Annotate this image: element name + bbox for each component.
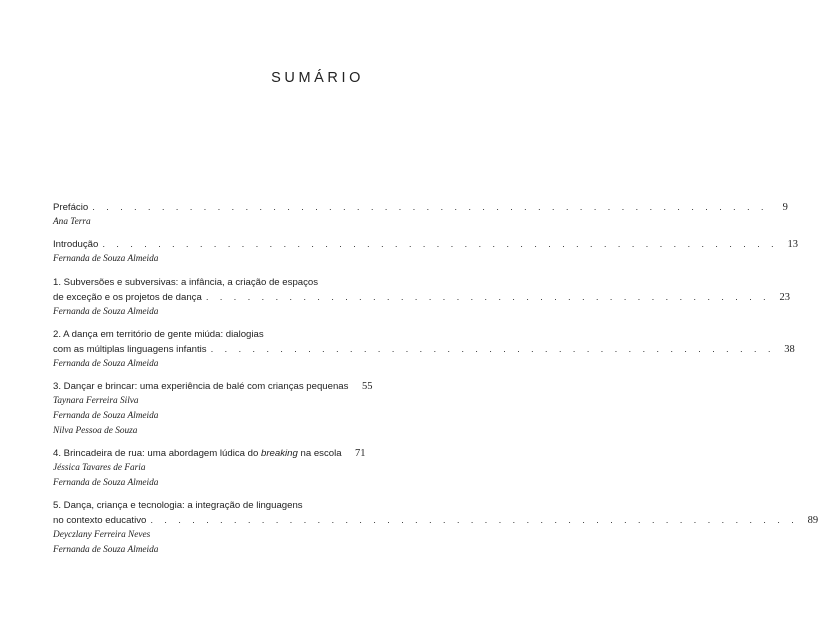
dot-leader: . . . . . . . . . . . . . . . . . . . . . . . . . . . . . . . . . . . . . . . . . . . . . . . . . — [102, 239, 778, 250]
dot-leader: . . . . . . . . . . . . . . . . . . . . . . . . . . . . . . . . . . . . . . . . . — [210, 344, 775, 355]
page-number: 9 — [782, 202, 788, 213]
toc-title: 2. A dança em território de gente miúda: dialogias — [53, 329, 264, 340]
page-number: 71 — [355, 448, 366, 459]
dot-leader: . . . . . . . . . . . . . . . . . . . . . . . . . . . . . . . . . . . . . . . . . . . . . . . — [150, 515, 799, 526]
toc-entry-chapter-5[interactable] — [53, 498, 818, 558]
toc-title-continued: no contexto educativo — [53, 515, 147, 526]
toc-title-line — [53, 237, 798, 252]
toc-entry-introduction[interactable] — [53, 237, 798, 267]
toc-entry-chapter-2[interactable] — [53, 327, 795, 372]
toc-title-line — [53, 327, 364, 342]
toc-title-line — [53, 200, 788, 215]
toc-title: 5. Dança, criança e tecnologia: a integração de linguagens — [53, 500, 303, 511]
toc-title-line — [53, 342, 795, 357]
author: Fernanda de Souza Almeida — [53, 359, 159, 369]
author: Ana Terra — [53, 217, 91, 227]
toc-title-part: 4. Brincadeira de rua: uma abordagem lúdica do — [53, 448, 261, 459]
toc-entry-chapter-3[interactable] — [53, 379, 373, 439]
author: Jéssica Tavares de Faria — [53, 463, 146, 473]
author: Fernanda de Souza Almeida — [53, 478, 159, 488]
page-title: SUMÁRIO — [271, 70, 364, 86]
toc-title-italic: breaking — [261, 448, 298, 459]
toc-title-line — [53, 513, 818, 528]
toc-title: 3. Dançar e brincar: uma experiência de balé com crianças pequenas — [53, 381, 349, 392]
page-number: 89 — [807, 515, 818, 526]
toc-title-line — [53, 290, 791, 305]
author: Deyczlany Ferreira Neves — [53, 530, 151, 540]
toc-entry-chapter-4[interactable] — [53, 446, 364, 491]
toc-title-line — [53, 275, 364, 290]
toc-title-continued: de exceção e os projetos de dança — [53, 292, 202, 303]
toc-title-continued: com as múltiplas linguagens infantis — [53, 344, 207, 355]
page-number: 55 — [361, 381, 373, 392]
page-number: 38 — [784, 344, 795, 355]
dot-leader: . . . . . . . . . . . . . . . . . . . . . . . . . . . . . . . . . . . . . . . . . — [205, 292, 771, 303]
author: Fernanda de Souza Almeida — [53, 411, 159, 421]
toc-title-line — [53, 498, 364, 513]
author: Fernanda de Souza Almeida — [53, 545, 159, 555]
toc-title — [53, 446, 342, 461]
author: Nilva Pessoa de Souza — [53, 426, 138, 436]
author: Fernanda de Souza Almeida — [53, 254, 159, 264]
toc-title: 1. Subversões e subversivas: a infância, a criação de espaços — [53, 277, 319, 288]
page-number: 13 — [787, 239, 798, 250]
dot-leader: . . . . . . . . . . . . . . . . . . . . . . . . . . . . . . . . . . . . . . . . . . . . . . . . . — [92, 202, 768, 213]
page-number: 23 — [779, 292, 791, 303]
toc-entry-preface[interactable] — [53, 200, 788, 230]
toc-entry-chapter-1[interactable] — [53, 275, 791, 320]
toc-title: Introdução — [53, 239, 99, 250]
toc-title-part: na escola — [297, 448, 342, 459]
toc-title-line — [53, 379, 373, 394]
toc-title: Prefácio — [53, 202, 89, 213]
author: Taynara Ferreira Silva — [53, 396, 139, 406]
author: Fernanda de Souza Almeida — [53, 307, 159, 317]
toc-title-line — [53, 446, 364, 461]
